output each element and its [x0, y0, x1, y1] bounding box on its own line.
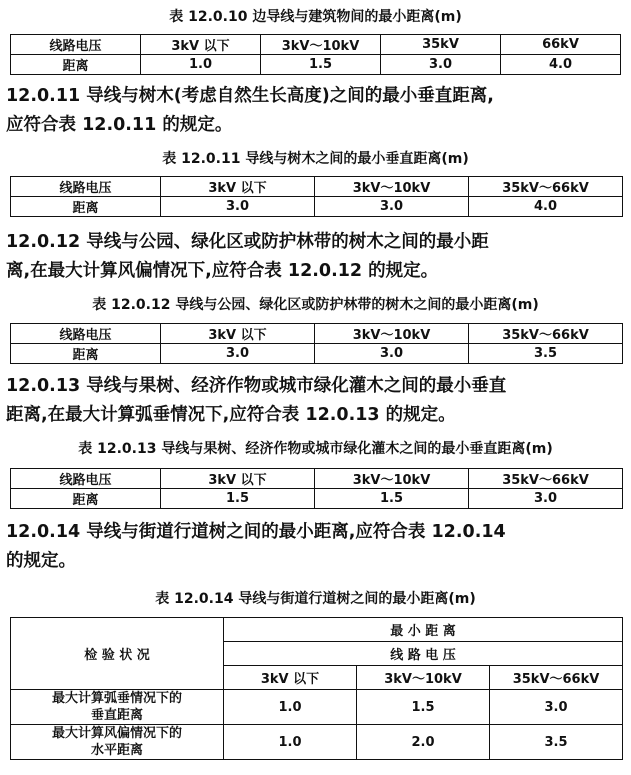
- table-row: [11, 690, 623, 725]
- row-label: [11, 725, 224, 760]
- value-cell: 1.5: [315, 489, 469, 509]
- check-header-cell: 检 验 状 况: [11, 618, 224, 690]
- table-header-row: [11, 324, 623, 344]
- header-cell: 线路电压: [11, 35, 141, 55]
- header-cell: 3kV～10kV: [261, 35, 381, 55]
- paragraph-line: 离,在最大计算风偏情况下,应符合表 12.0.12 的规定。: [6, 261, 439, 281]
- paragraph-line: 12.0.11 导线与树木(考虑自然生长高度)之间的最小垂直距离,: [6, 86, 494, 106]
- table-header-row: [11, 177, 623, 197]
- header-cell: 35kV～66kV: [490, 666, 623, 690]
- paragraph-line: 12.0.12 导线与公园、绿化区或防护林带的树木之间的最小距: [6, 232, 489, 252]
- paragraph-line: 距离,在最大计算弧垂情况下,应符合表 12.0.13 的规定。: [6, 405, 456, 425]
- table-caption-12-0-11: 表 12.0.11 导线与树木之间的最小垂直距离(m): [162, 151, 469, 167]
- header-cell: 3kV 以下: [161, 469, 315, 489]
- paragraph-line: 应符合表 12.0.11 的规定。: [6, 115, 233, 135]
- table-12-0-10: [10, 34, 621, 75]
- sub-header-cell: 线 路 电 压: [224, 642, 623, 666]
- row-label: 距离: [11, 197, 161, 217]
- header-cell: 35kV～66kV: [469, 177, 623, 197]
- header-cell: 3kV 以下: [141, 35, 261, 55]
- value-cell: 1.0: [224, 690, 357, 725]
- value-cell: 3.0: [315, 197, 469, 217]
- value-cell: 1.5: [357, 690, 490, 725]
- value-cell: 1.5: [161, 489, 315, 509]
- value-cell: 4.0: [469, 197, 623, 217]
- row-label-line: 垂直距离: [90, 708, 143, 723]
- table-row: [11, 489, 623, 509]
- header-cell: 3kV 以下: [161, 324, 315, 344]
- value-cell: 3.0: [381, 55, 501, 75]
- group-header-cell: 最 小 距 离: [224, 618, 623, 642]
- table-row: [11, 197, 623, 217]
- table-header-row: [11, 35, 621, 55]
- value-cell: 1.0: [224, 725, 357, 760]
- row-label: [11, 690, 224, 725]
- header-cell: 线路电压: [11, 177, 161, 197]
- value-cell: 3.0: [469, 489, 623, 509]
- header-cell: 35kV～66kV: [469, 469, 623, 489]
- header-cell: 3kV 以下: [161, 177, 315, 197]
- table-12-0-13: [10, 468, 623, 509]
- table-12-0-12: [10, 323, 623, 364]
- paragraph-line: 12.0.14 导线与街道行道树之间的最小距离,应符合表 12.0.14: [6, 522, 506, 542]
- value-cell: 3.0: [161, 197, 315, 217]
- paragraph-line: 12.0.13 导线与果树、经济作物或城市绿化灌木之间的最小垂直: [6, 376, 507, 396]
- paragraph-12-0-14: [6, 518, 628, 576]
- paragraph-12-0-11: [6, 82, 628, 140]
- header-cell: 线路电压: [11, 469, 161, 489]
- value-cell: 3.5: [490, 725, 623, 760]
- paragraph-12-0-12: [6, 228, 628, 286]
- header-cell: 35kV: [381, 35, 501, 55]
- value-cell: 3.5: [469, 344, 623, 364]
- table-row: [11, 725, 623, 760]
- value-cell: 1.0: [141, 55, 261, 75]
- header-cell: 3kV 以下: [224, 666, 357, 690]
- table-caption-12-0-14: 表 12.0.14 导线与街道行道树之间的最小距离(m): [155, 591, 476, 607]
- row-label: 距离: [11, 489, 161, 509]
- table-12-0-14: [10, 617, 623, 760]
- table-caption-12-0-12: 表 12.0.12 导线与公园、绿化区或防护林带的树木之间的最小距离(m): [92, 297, 539, 313]
- value-cell: 3.0: [315, 344, 469, 364]
- header-cell: 3kV～10kV: [315, 177, 469, 197]
- row-label: 距离: [11, 55, 141, 75]
- value-cell: 4.0: [501, 55, 621, 75]
- header-cell: 35kV～66kV: [469, 324, 623, 344]
- value-cell: 3.0: [490, 690, 623, 725]
- header-cell: 线路电压: [11, 324, 161, 344]
- row-label-line: 水平距离: [90, 743, 143, 758]
- table-header-row: [11, 469, 623, 489]
- value-cell: 3.0: [161, 344, 315, 364]
- table-caption-12-0-13: 表 12.0.13 导线与果树、经济作物或城市绿化灌木之间的最小垂直距离(m): [78, 441, 553, 457]
- value-cell: 1.5: [261, 55, 381, 75]
- row-label-line: 最大计算弧垂情况下的: [51, 691, 182, 706]
- table-row: [11, 55, 621, 75]
- table-row: [11, 344, 623, 364]
- header-cell: 66kV: [501, 35, 621, 55]
- row-label: 距离: [11, 344, 161, 364]
- row-label-line: 最大计算风偏情况下的: [51, 726, 182, 741]
- header-cell: 3kV～10kV: [315, 469, 469, 489]
- table-header-row: [11, 618, 623, 642]
- table-caption-12-0-10: 表 12.0.10 边导线与建筑物间的最小距离(m): [169, 9, 462, 25]
- table-12-0-11: [10, 176, 623, 217]
- value-cell: 2.0: [357, 725, 490, 760]
- paragraph-12-0-13: [6, 372, 628, 430]
- header-cell: 3kV～10kV: [357, 666, 490, 690]
- header-cell: 3kV～10kV: [315, 324, 469, 344]
- paragraph-line: 的规定。: [6, 551, 76, 571]
